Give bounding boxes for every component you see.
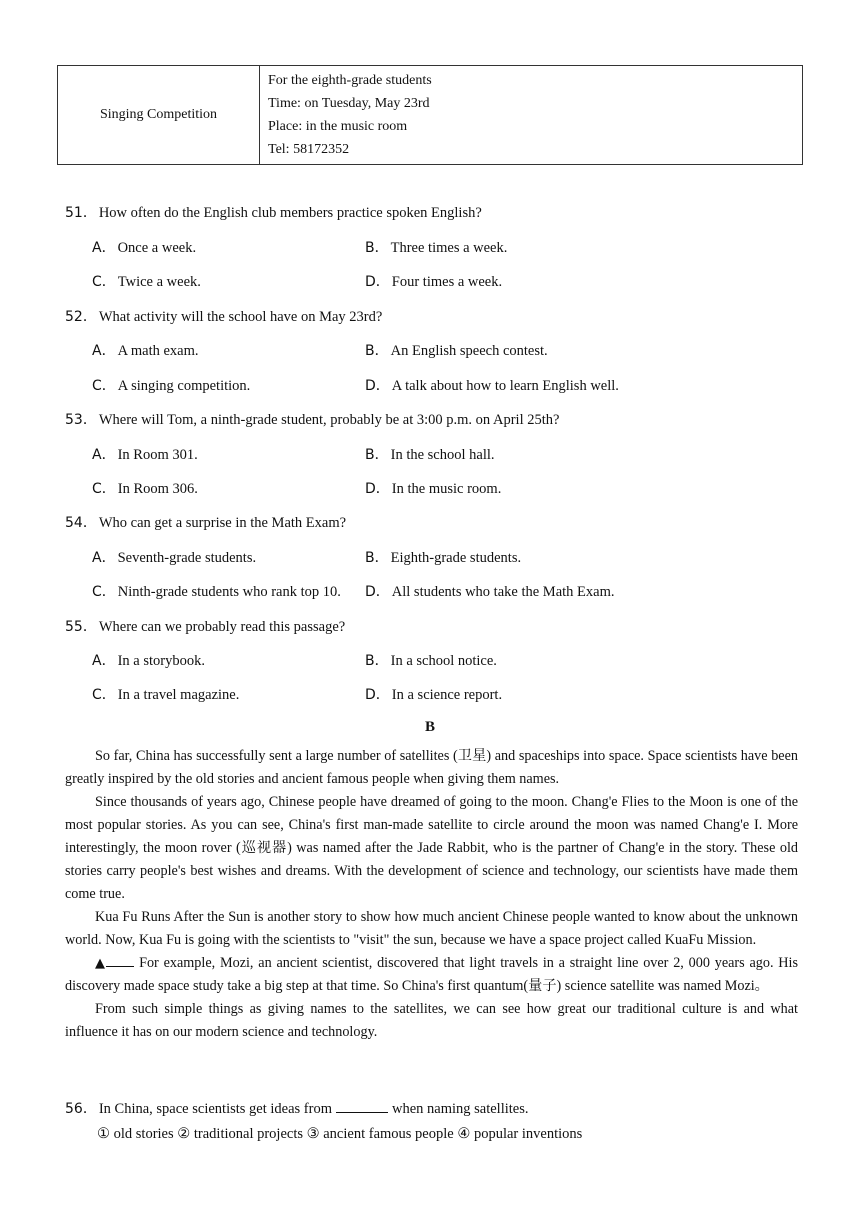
option-label: C． bbox=[92, 584, 116, 600]
option-55-b[interactable] bbox=[365, 650, 497, 670]
option-text: Four times a week. bbox=[391, 274, 503, 290]
option-label: D． bbox=[365, 687, 390, 703]
question-number: 52． bbox=[65, 309, 97, 325]
option-text: Twice a week. bbox=[117, 274, 201, 290]
option-51-d[interactable] bbox=[365, 271, 502, 291]
detail-line: Place: in the music room bbox=[268, 119, 408, 134]
question-number: 54． bbox=[65, 515, 97, 531]
option-label: A． bbox=[92, 653, 116, 669]
option-label: B． bbox=[365, 343, 389, 359]
answer-blank[interactable] bbox=[336, 1100, 388, 1113]
passage-paragraph: Kua Fu Runs After the Sun is another story to show how much ancient Chinese people wanted to know about the unknown world. Now, Kua Fu is going with the scientists to "visit" the sun, because we have a space project called KuaFu Mission. bbox=[65, 909, 798, 948]
option-text: In the school hall. bbox=[390, 447, 495, 463]
question-53 bbox=[65, 409, 559, 429]
option-text: Eighth-grade students. bbox=[390, 550, 522, 566]
passage-paragraph bbox=[65, 952, 798, 998]
event-name-cell: Singing Competition bbox=[58, 66, 260, 165]
option-text: In a school notice. bbox=[390, 653, 497, 669]
option-text: A singing competition. bbox=[117, 378, 251, 394]
detail-line: For the eighth-grade students bbox=[268, 73, 432, 88]
option-label: C． bbox=[92, 378, 116, 394]
detail-line: Time: on Tuesday, May 23rd bbox=[268, 96, 430, 111]
option-text: Ninth-grade students who rank top 10. bbox=[117, 584, 341, 600]
question-text: Where can we probably read this passage? bbox=[98, 619, 346, 635]
question-number: 51． bbox=[65, 205, 97, 221]
option-54-b[interactable] bbox=[365, 547, 521, 567]
question-54 bbox=[65, 512, 346, 532]
blank-marker: ▲ bbox=[95, 956, 107, 971]
question-text: In China, space scientists get ideas from bbox=[98, 1101, 332, 1117]
option-label: A． bbox=[92, 240, 116, 256]
option-53-b[interactable] bbox=[365, 444, 495, 464]
option-55-c[interactable] bbox=[92, 684, 239, 704]
passage-paragraph: So far, China has successfully sent a large number of satellites (卫星) and spaceships into space. Space scientists have been greatly inspired by the old stories and ancient famous people when giving them names. bbox=[65, 748, 798, 787]
option-text: Once a week. bbox=[117, 240, 197, 256]
option-text: In the music room. bbox=[391, 481, 502, 497]
option-55-a[interactable] bbox=[92, 650, 205, 670]
option-label: B． bbox=[365, 240, 389, 256]
question-text: What activity will the school have on May 23rd? bbox=[98, 309, 383, 325]
option-label: D． bbox=[365, 378, 390, 394]
question-text: when naming satellites. bbox=[391, 1101, 529, 1117]
question-number: 53． bbox=[65, 412, 97, 428]
question-55 bbox=[65, 616, 345, 636]
option-text: In a storybook. bbox=[117, 653, 205, 669]
option-text: An English speech contest. bbox=[390, 343, 548, 359]
option-52-c[interactable] bbox=[92, 375, 250, 395]
option-55-d[interactable] bbox=[365, 684, 502, 704]
option-53-d[interactable] bbox=[365, 478, 501, 498]
option-51-b[interactable] bbox=[365, 237, 507, 257]
answer-blank[interactable] bbox=[106, 954, 134, 967]
question-text: How often do the English club members practice spoken English? bbox=[98, 205, 482, 221]
option-53-c[interactable] bbox=[92, 478, 198, 498]
passage-paragraph: From such simple things as giving names to the satellites, we can see how great our traditional culture is and what influence it has on our modern science and technology. bbox=[65, 1001, 798, 1040]
option-52-a[interactable] bbox=[92, 340, 199, 360]
option-label: C． bbox=[92, 274, 116, 290]
option-53-a[interactable] bbox=[92, 444, 198, 464]
option-label: C． bbox=[92, 687, 116, 703]
passage-paragraph: Since thousands of years ago, Chinese people have dreamed of going to the moon. Chang'e Flies to the Moon is one of the most popular stories. As you can see, China's first man-made satellite to circle around the moon was named Chang'e I. More interestingly, the moon rover (巡视器) was named after the Jade Rabbit, who is the partner of Chang'e in the story. These old stories carry people's best wishes and dreams. With the development of science and technology, our scientists have made them come true. bbox=[65, 794, 798, 902]
option-label: D． bbox=[365, 584, 390, 600]
option-text: Seventh-grade students. bbox=[117, 550, 257, 566]
option-label: A． bbox=[92, 447, 116, 463]
question-number: 56． bbox=[65, 1101, 97, 1117]
option-label: D． bbox=[365, 481, 390, 497]
reading-passage bbox=[65, 745, 798, 1044]
option-label: B． bbox=[365, 653, 389, 669]
option-label: D． bbox=[365, 274, 390, 290]
question-56 bbox=[65, 1098, 529, 1118]
option-51-a[interactable] bbox=[92, 237, 196, 257]
question-51 bbox=[65, 202, 482, 222]
question-number: 55． bbox=[65, 619, 97, 635]
question-52 bbox=[65, 306, 382, 326]
option-label: C． bbox=[92, 481, 116, 497]
option-label: A． bbox=[92, 550, 116, 566]
option-text: All students who take the Math Exam. bbox=[391, 584, 615, 600]
option-52-b[interactable] bbox=[365, 340, 548, 360]
option-label: A． bbox=[92, 343, 116, 359]
event-details-cell bbox=[260, 66, 803, 165]
option-54-d[interactable] bbox=[365, 581, 614, 601]
option-text: A math exam. bbox=[117, 343, 199, 359]
option-text: In Room 306. bbox=[117, 481, 198, 497]
option-54-c[interactable] bbox=[92, 581, 341, 601]
event-table bbox=[57, 65, 803, 165]
option-text: In Room 301. bbox=[117, 447, 198, 463]
option-text: In a travel magazine. bbox=[117, 687, 240, 703]
option-51-c[interactable] bbox=[92, 271, 201, 291]
section-title: B bbox=[424, 719, 435, 735]
option-54-a[interactable] bbox=[92, 547, 256, 567]
question-56-choices: ① old stories ② traditional projects ③ ancient famous people ④ popular inventions bbox=[97, 1126, 583, 1142]
option-52-d[interactable] bbox=[365, 375, 619, 395]
option-text: Three times a week. bbox=[390, 240, 508, 256]
option-label: B． bbox=[365, 447, 389, 463]
question-text: Where will Tom, a ninth-grade student, probably be at 3:00 p.m. on April 25th? bbox=[98, 412, 560, 428]
option-label: B． bbox=[365, 550, 389, 566]
option-text: In a science report. bbox=[391, 687, 503, 703]
paragraph-text: For example, Mozi, an ancient scientist, discovered that light travels in a straight line over 2, 000 years ago. His discovery made space study take a big step at that time. So China's first quantum(量子) science satellite was named Mozi。 bbox=[65, 955, 799, 994]
detail-line: Tel: 58172352 bbox=[268, 142, 350, 157]
question-text: Who can get a surprise in the Math Exam? bbox=[98, 515, 347, 531]
table-row bbox=[58, 66, 803, 165]
option-text: A talk about how to learn English well. bbox=[391, 378, 619, 394]
